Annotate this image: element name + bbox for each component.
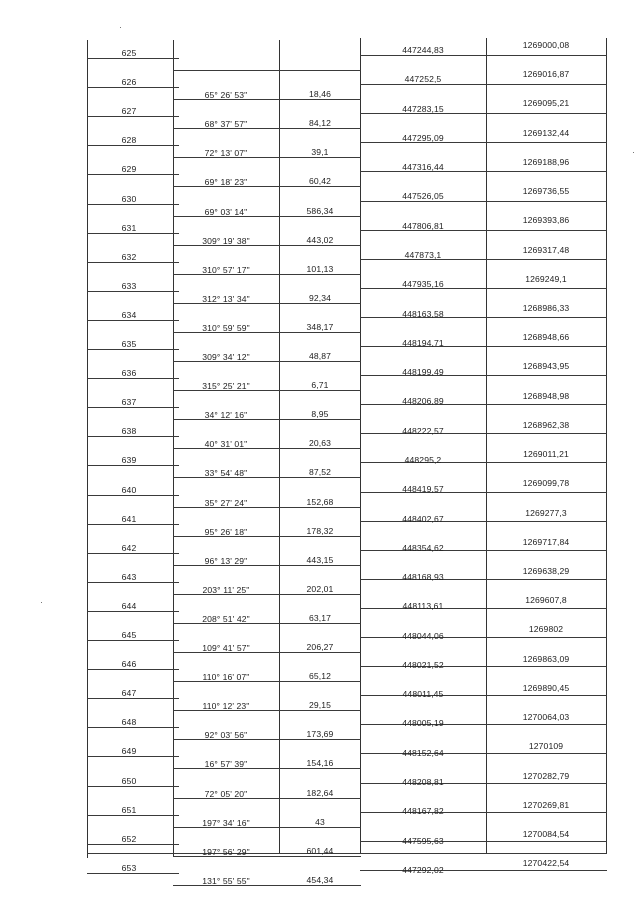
direction-angle: 309° 19' 38" [202,235,250,246]
row-line-right [360,783,607,784]
row-line-right [360,492,607,493]
row-line-right [360,171,607,172]
row-line-right [360,317,607,318]
row-line-mid [173,128,361,129]
direction-angle: 72° 05' 20" [204,788,248,799]
row-line-left [87,495,179,496]
direction-angle: 33° 54' 48" [204,468,248,479]
row-line-mid [173,798,361,799]
segment-length: 178,32 [306,525,334,536]
row-line-left [87,698,179,699]
direction-angle: 312° 13' 34" [202,293,250,304]
point-number: 629 [121,164,137,175]
point-number: 643 [121,571,137,582]
direction-angle: 208° 51' 42" [202,613,250,624]
point-number: 637 [121,397,137,408]
coordinate-x: 447595,63 [402,835,444,846]
point-number: 627 [121,106,137,117]
column-divider-3 [360,38,361,853]
coordinate-y: 1269638,29 [522,566,570,576]
direction-angle: 92° 03' 56" [204,730,248,741]
segment-length: 60,42 [308,176,332,187]
direction-angle: 16° 57' 39" [204,759,248,770]
point-number: 639 [121,455,137,466]
point-number: 641 [121,513,137,524]
scan-speck [633,152,634,153]
direction-angle: 69° 18' 23" [204,177,248,188]
coordinate-y: 1270282,79 [522,770,570,781]
row-line-left [87,320,179,321]
coordinate-y: 1269863,09 [522,653,570,664]
coordinate-x: 448021,52 [402,659,444,670]
coordinate-y: 1269317,48 [522,244,570,255]
coordinate-x: 448194,71 [402,337,444,348]
point-number: 647 [121,688,137,699]
point-number: 635 [121,339,137,349]
direction-angle: 203° 11' 25" [202,584,250,595]
point-number: 638 [121,426,137,437]
coordinate-x: 448167,82 [402,806,444,817]
row-line-mid [173,768,361,769]
row-line-mid [173,477,361,478]
coordinate-y: 1270064,03 [522,712,570,723]
row-line-left [87,553,179,554]
coordinate-x: 448168,93 [402,572,444,582]
row-line-right [360,462,607,463]
scan-speck [41,602,42,603]
coordinate-x: 448199,49 [402,367,444,378]
segment-length: 29,15 [308,700,332,711]
point-number: 642 [121,542,137,553]
coordinate-y: 1269717,84 [522,536,570,547]
row-line-left [87,524,179,525]
row-line-mid [173,652,361,653]
row-line-right [360,113,607,114]
row-line-right [360,259,607,260]
row-line-mid [173,594,361,595]
row-line-mid [173,623,361,624]
direction-angle: 110° 12' 23" [202,701,250,712]
point-number: 650 [121,775,137,786]
segment-length: 154,16 [306,758,334,769]
row-line-left [87,407,179,408]
segment-length: 6,71 [311,380,329,391]
coordinate-x: 448208,81 [402,777,444,787]
coordinate-y: 1269736,55 [522,186,570,197]
segment-length: 92,34 [308,292,332,303]
point-number: 634 [121,309,137,320]
row-line-mid [173,390,361,391]
direction-angle: 309° 34' 12" [202,352,250,362]
point-number: 626 [121,77,137,88]
table-border-right [606,38,607,854]
row-line-mid [173,739,361,740]
segment-length: 173,69 [306,729,334,740]
coordinate-x: 448005,19 [402,718,444,729]
row-line-right [360,142,607,143]
row-line-mid [173,856,361,857]
row-line-right [360,55,607,56]
row-line-left [87,291,179,292]
coordinate-y: 1269132,44 [522,127,570,138]
point-number: 632 [121,251,137,262]
direction-angle: 310° 59' 59" [202,322,250,333]
row-line-mid [173,216,361,217]
point-number: 640 [121,484,137,495]
segment-length: 182,64 [306,787,334,798]
direction-angle: 197° 34' 16" [202,817,250,828]
segment-length: 348,17 [306,321,334,332]
segment-length: 443,15 [306,554,334,565]
coordinate-y: 1270084,54 [522,828,570,839]
coordinate-x: 448152,64 [402,747,444,758]
row-line-left [87,815,179,816]
segment-length: 8,95 [311,409,329,420]
coordinate-y: 1269393,86 [522,215,570,226]
row-line-mid [173,70,361,71]
coordinate-x: 448402,67 [402,513,444,524]
direction-angle: 40° 31' 01" [204,439,248,450]
point-number: 636 [121,368,137,379]
segment-length: 20,63 [308,438,332,449]
segment-length: 152,68 [306,496,334,507]
coordinate-x: 448419,57 [402,484,444,495]
coordinate-x: 448222,57 [402,425,444,436]
direction-angle: 315° 25' 21" [202,381,250,392]
coordinate-y: 1270422,54 [522,858,570,869]
coordinate-x: 447252,5 [404,74,442,85]
point-number: 631 [121,222,137,233]
coordinate-y: 1269249,1 [525,273,567,284]
row-line-left [87,582,179,583]
row-line-mid [173,885,361,886]
row-line-right [360,724,607,725]
segment-length: 48,87 [308,351,332,361]
row-line-mid [173,303,361,304]
table-border-left [87,40,88,858]
coordinate-x: 447292,02 [402,864,444,875]
row-line-right [360,637,607,638]
coordinate-x: 447283,15 [402,103,444,114]
coordinate-y: 1268986,33 [522,303,570,313]
coordinate-y: 1269000,08 [522,40,570,50]
coordinate-x: 448206,89 [402,396,444,407]
row-line-right [360,841,607,842]
table-border-bottom [87,853,607,854]
row-line-mid [173,710,361,711]
coordinate-y: 1269099,78 [522,478,570,489]
coordinate-y: 1269188,96 [522,156,570,167]
row-line-right [360,753,607,754]
segment-length: 601,44 [306,845,334,856]
coordinate-y: 1268962,38 [522,419,570,430]
coordinate-x: 447935,16 [402,279,444,290]
direction-angle: 197° 56' 29" [202,846,250,857]
row-line-left [87,58,179,59]
row-line-left [87,844,179,845]
direction-angle: 72° 13' 07" [204,148,248,159]
row-line-left [87,756,179,757]
point-number: 625 [121,48,137,58]
point-number: 633 [121,280,137,291]
segment-length: 63,17 [308,612,332,623]
coordinate-x: 448044,06 [402,630,444,641]
point-number: 645 [121,630,137,640]
direction-angle: 96° 13' 29" [204,555,248,566]
row-line-right [360,666,607,667]
row-line-right [360,521,607,522]
point-number: 648 [121,717,137,728]
coordinate-y: 1268948,98 [522,390,570,401]
direction-angle: 69° 03' 14" [204,206,248,217]
coordinate-x: 447806,81 [402,220,444,231]
row-line-mid [173,565,361,566]
scan-speck [120,27,121,28]
coordinate-y: 1268948,66 [522,332,570,343]
row-line-mid [173,827,361,828]
direction-angle: 310° 57' 17" [202,264,250,275]
row-line-mid [173,507,361,508]
row-line-left [87,669,179,670]
row-line-left [87,174,179,175]
coordinate-x: 447244,83 [402,45,444,55]
row-line-left [87,640,179,641]
row-line-left [87,611,179,612]
row-line-right [360,346,607,347]
coordinate-x: 447316,44 [402,162,444,173]
row-line-left [87,465,179,466]
row-line-left [87,87,179,88]
row-line-left [87,204,179,205]
row-line-mid [173,361,361,362]
row-line-right [360,695,607,696]
row-line-mid [173,186,361,187]
segment-length: 87,52 [308,467,332,478]
row-line-mid [173,274,361,275]
coordinate-x: 448163,58 [402,308,444,319]
coordinate-y: 1269802 [528,624,564,635]
row-line-mid [173,99,361,100]
row-line-left [87,233,179,234]
row-line-right [360,870,607,871]
coordinate-x: 448354,62 [402,542,444,553]
row-line-right [360,84,607,85]
point-number: 649 [121,746,137,757]
row-line-left [87,727,179,728]
coordinate-y: 1269277,3 [525,507,567,518]
coordinate-y: 1269607,8 [525,595,567,606]
point-number: 630 [121,193,137,204]
segment-length: 18,46 [308,89,332,100]
segment-length: 43 [315,816,325,827]
coordinate-x: 448295,2 [404,454,442,465]
row-line-mid [173,157,361,158]
row-line-mid [173,448,361,449]
row-line-mid [173,245,361,246]
direction-angle: 65° 26' 53" [204,90,248,101]
row-line-right [360,375,607,376]
point-number: 628 [121,135,137,146]
coordinate-y: 1269095,21 [522,98,570,109]
segment-length: 443,02 [306,234,334,245]
row-line-right [360,579,607,580]
direction-angle: 109° 41' 57" [202,643,250,653]
row-line-left [87,116,179,117]
row-line-left [87,262,179,263]
row-line-left [87,349,179,350]
segment-length: 39,1 [311,147,329,158]
direction-angle: 95° 26' 18" [204,526,248,537]
row-line-left [87,436,179,437]
coordinate-y: 1270269,81 [522,799,570,810]
row-line-left [87,786,179,787]
segment-length: 84,12 [308,118,332,129]
row-line-right [360,550,607,551]
column-divider-4 [486,38,487,853]
row-line-mid [173,681,361,682]
point-number: 652 [121,833,137,844]
coordinate-y: 1268943,95 [522,361,570,372]
segment-length: 65,12 [308,671,332,682]
row-line-left [87,378,179,379]
segment-length: 586,34 [306,205,334,216]
segment-length: 454,34 [306,874,334,885]
point-number: 653 [121,862,137,873]
coordinate-y: 1269890,45 [522,682,570,693]
direction-angle: 110° 16' 07" [202,672,250,683]
coordinate-x: 447873,1 [404,250,442,260]
row-line-mid [173,536,361,537]
coordinate-y: 1270109 [528,741,564,752]
coordinate-x: 448113,61 [402,601,444,612]
direction-angle: 34° 12' 16" [204,410,248,421]
row-line-left [87,873,179,874]
direction-angle: 68° 37' 57" [204,119,248,130]
row-line-right [360,201,607,202]
row-line-left [87,145,179,146]
direction-angle: 131° 55' 55" [202,875,250,886]
direction-angle: 35° 27' 24" [204,497,248,508]
row-line-right [360,404,607,405]
row-line-mid [173,419,361,420]
coordinate-x: 447295,09 [402,132,444,143]
point-number: 651 [121,804,137,815]
segment-length: 101,13 [306,263,334,274]
coordinate-y: 1269016,87 [522,69,570,80]
point-number: 646 [121,659,137,670]
row-line-mid [173,332,361,333]
row-line-right [360,433,607,434]
row-line-right [360,230,607,231]
coordinate-x: 447526,05 [402,191,444,202]
row-line-right [360,608,607,609]
row-line-right [360,288,607,289]
point-number: 644 [121,600,137,611]
column-divider-2 [279,40,280,853]
segment-length: 202,01 [306,583,334,594]
coordinate-x: 448011,45 [402,689,444,700]
row-line-right [360,812,607,813]
segment-length: 206,27 [306,642,334,652]
coordinate-y: 1269011,21 [523,449,569,460]
